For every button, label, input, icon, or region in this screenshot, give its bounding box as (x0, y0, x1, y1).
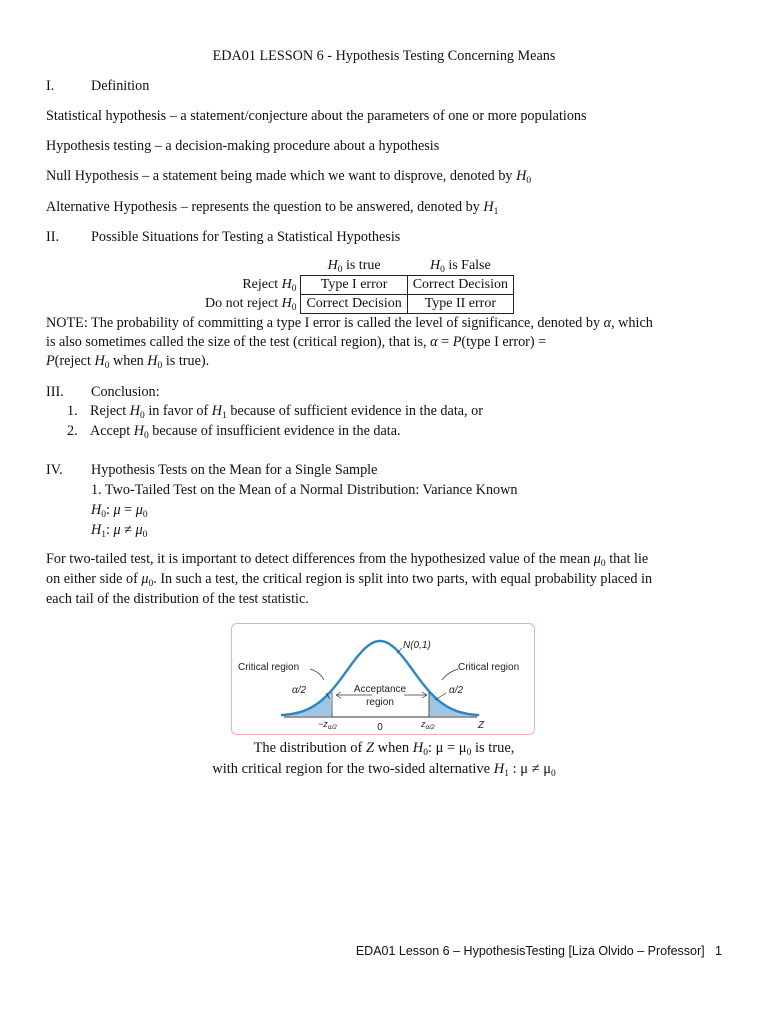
distribution-label: N(0,1) (403, 640, 431, 651)
conclusion-item-1: 1. Reject $H_0$ in favor of $H_1$ because of sufficient evidence in the data, or (67, 403, 483, 421)
tick-neg-z: $-z_{\alpha/2}$ (318, 719, 337, 731)
table-cell: Correct Decision (407, 276, 513, 295)
paragraph-line-1: For two-tailed test, it is important to detect differences from the hypothesized value of the mean $\mu_0$ that lie (46, 551, 649, 569)
note-line-2: is also sometimes called the size of the test (critical region), that is, α = P(type I error) = (46, 334, 547, 350)
acceptance-arrow-right (404, 692, 427, 698)
page-number: 1 (715, 944, 722, 958)
section-3-heading: III. Conclusion: (46, 384, 160, 400)
section-2-heading: II. Possible Situations for Testing a Statistical Hypothesis (46, 229, 401, 245)
h1-equation: $H_1$: $\mu \ne \mu_0$ (91, 522, 148, 540)
critical-region-left-label: Critical region (238, 662, 300, 673)
figure-caption-line-1: The distribution of Z when $H_0$: $\mu = \mu_0$ is true, (253, 740, 515, 758)
critical-region-right-label: Critical region (458, 662, 520, 673)
definition-statistical-hypothesis: Statistical hypothesis – a statement/conjecture about the parameters of one or more populations (46, 108, 587, 124)
tick-zero: 0 (377, 722, 383, 733)
col-header-h0-true: $H_0$ is true (327, 258, 381, 275)
error-type-table (200, 257, 514, 314)
note-line-3: P(reject $H_0$ when $H_0$ is true). (46, 353, 210, 371)
section-4-heading: IV. Hypothesis Tests on the Mean for a Single Sample (46, 462, 378, 478)
normal-distribution-figure (231, 623, 535, 735)
h0-equation: $H_0$: $\mu = \mu_0$ (91, 502, 148, 520)
left-critical-region-shade (281, 692, 332, 716)
table-cell: Type II error (407, 295, 513, 314)
row-header-reject: Reject $H_0$ (242, 277, 297, 294)
alpha-right-pointer (435, 693, 446, 700)
tick-pos-z: $z_{\alpha/2}$ (421, 719, 435, 731)
page-footer: EDA01 Lesson 6 – HypothesisTesting [Liza Olvido – Professor] 1 (355, 944, 722, 958)
note-line-1: NOTE: The probability of committing a type I error is called the level of significance, denoted by α, which (46, 315, 653, 331)
critical-left-pointer (310, 669, 324, 680)
definition-hypothesis-testing: Hypothesis testing – a decision-making procedure about a hypothesis (46, 138, 440, 154)
table-cell: Correct Decision (301, 295, 407, 314)
definition-null-hypothesis: Null Hypothesis – a statement being made which we want to disprove, denoted by $H_0$ (46, 168, 532, 186)
normal-curve-svg (232, 624, 534, 734)
figure-caption-line-2: with critical region for the two-sided alternative $H_1$ : $\mu \ne \mu_0$ (212, 761, 556, 779)
alpha-right-label: α/2 (449, 685, 464, 696)
acceptance-label-1: Acceptance (353, 684, 407, 695)
paragraph-line-2: on either side of $\mu_0$. In such a test, the critical region is split into two parts, with equal probability placed in (46, 571, 653, 589)
definition-alternative-hypothesis: Alternative Hypothesis – represents the question to be answered, denoted by $H_1$ (46, 199, 499, 217)
page-title: EDA01 LESSON 6 - Hypothesis Testing Concerning Means (212, 48, 556, 64)
acceptance-label-2: region (366, 697, 394, 708)
conclusion-item-2: 2. Accept $H_0$ because of insufficient evidence in the data. (67, 423, 401, 441)
subsection-two-tailed: 1. Two-Tailed Test on the Mean of a Normal Distribution: Variance Known (91, 482, 518, 498)
col-header-h0-false: $H_0$ is False (429, 258, 491, 275)
axis-z-label: Z (478, 720, 485, 731)
critical-right-pointer (442, 669, 458, 680)
paragraph-line-3: each tail of the distribution of the test statistic. (46, 591, 309, 607)
table-cell: Type I error (301, 276, 407, 295)
row-header-do-not-reject: Do not reject $H_0$ (205, 296, 297, 313)
alpha-left-label: α/2 (292, 685, 307, 696)
section-1-heading: I. Definition (46, 78, 150, 94)
